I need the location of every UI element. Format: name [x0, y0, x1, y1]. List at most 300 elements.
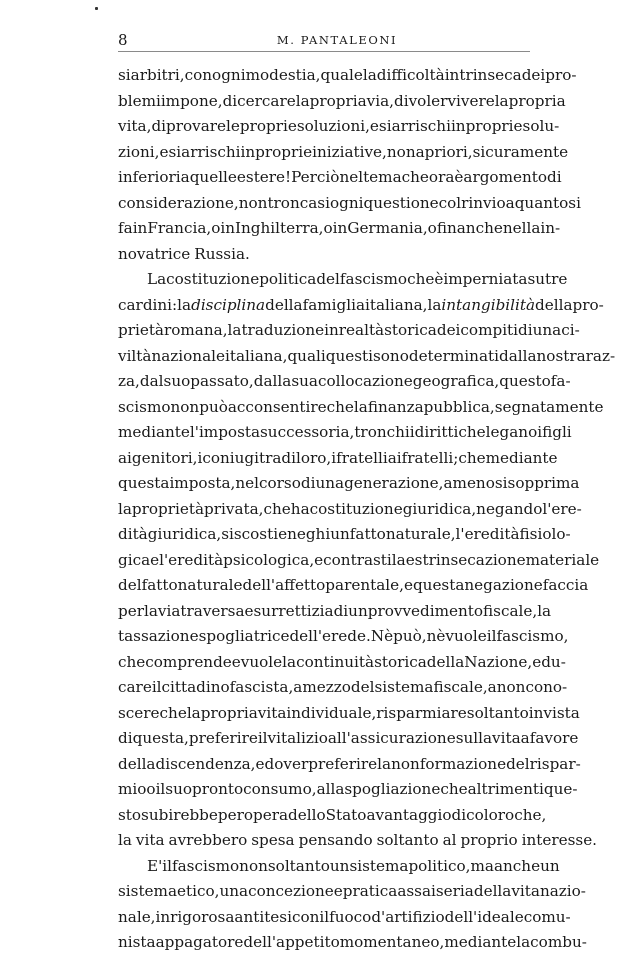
word: dei [521, 66, 546, 84]
word: il [151, 678, 162, 696]
word: spogliatrice [198, 627, 290, 645]
text-line [118, 114, 560, 140]
word: fascista, [229, 678, 294, 696]
word: proprietà [131, 499, 205, 518]
word: provvedimento [367, 601, 484, 620]
word: si [118, 66, 131, 84]
word: del [316, 270, 340, 288]
word: per [118, 601, 144, 620]
word: naturale [177, 576, 243, 594]
word: que- [543, 780, 578, 798]
word: sistema [349, 856, 409, 875]
word: spesa [251, 831, 295, 849]
word: Nè [370, 627, 394, 645]
word: fatto [349, 525, 386, 543]
word: fiscale, [483, 601, 538, 620]
word: che [118, 652, 146, 671]
text-line [118, 242, 530, 268]
word: vita [492, 729, 521, 747]
word: cercare [237, 91, 296, 110]
word: non [496, 678, 526, 696]
word: geografica, [412, 372, 500, 390]
word: questo [499, 372, 551, 390]
word: collocazione [317, 372, 413, 390]
word: fiscale, [433, 678, 488, 696]
word: nostra [536, 346, 586, 365]
word: scere [118, 703, 160, 722]
text-line [118, 930, 587, 956]
word: soltanto [267, 856, 330, 875]
word: sua [291, 372, 318, 390]
word: col [438, 193, 462, 212]
word: traversa [180, 601, 245, 620]
word: priori, [424, 142, 473, 161]
word: voler [408, 91, 448, 110]
word: sono [372, 346, 409, 365]
text-line [118, 701, 580, 727]
word: un [329, 856, 350, 875]
word: a [366, 805, 376, 824]
text-line [118, 675, 568, 701]
scan-mark [95, 7, 98, 10]
word: opera [243, 805, 289, 824]
word: i [197, 448, 203, 467]
word: alla [316, 780, 345, 798]
word: una [315, 474, 345, 492]
word: surrettizia [253, 601, 334, 620]
word: fuoco [329, 907, 372, 926]
word: dal [139, 372, 164, 390]
word: di [394, 91, 409, 110]
word: che [458, 448, 486, 467]
word: vita [135, 831, 165, 849]
word: sto [118, 805, 142, 824]
word: assai [397, 882, 436, 900]
word: un [348, 601, 368, 620]
word: quali [287, 346, 326, 365]
word: dello [288, 805, 326, 824]
word: in [220, 219, 236, 237]
word: su [527, 270, 546, 288]
word: tra [258, 448, 282, 467]
word: fascismo [339, 270, 408, 288]
word: Nazione, [464, 652, 533, 671]
word: nel [339, 168, 364, 186]
word: novatrice [118, 244, 191, 263]
word: propria [200, 703, 258, 722]
word: il [162, 856, 172, 875]
text-line [118, 599, 552, 625]
word: Russia. [194, 244, 250, 263]
word: pensando [298, 831, 373, 849]
word: storica [374, 652, 427, 671]
word: del [350, 678, 375, 696]
text-line [118, 318, 580, 344]
text-line [118, 497, 582, 523]
word: che [440, 780, 468, 798]
word: zioni, [118, 142, 160, 161]
word: dell'ideale [444, 907, 524, 926]
word: etico, [177, 882, 220, 900]
word: in- [540, 219, 561, 237]
word: la [353, 397, 368, 416]
word: mediante [444, 933, 517, 951]
word: care [118, 678, 152, 696]
word: dover [264, 754, 309, 773]
word: del [118, 576, 142, 594]
word: italiana, [224, 346, 288, 365]
text-line [118, 777, 578, 803]
word: suo [163, 372, 191, 390]
word: in [132, 219, 148, 237]
word: spogliazione [344, 780, 441, 798]
word: un [330, 525, 350, 543]
word: giuridica, [402, 499, 477, 518]
word: ogni [329, 193, 364, 212]
word: in [240, 142, 256, 161]
word: di [547, 168, 562, 186]
word: vista [543, 703, 580, 722]
word: non [238, 193, 268, 212]
word: preferire [188, 729, 258, 747]
word: negando [476, 499, 543, 518]
word: tema [363, 168, 402, 186]
word: della [265, 295, 303, 314]
text-line [118, 446, 558, 472]
word: Francia, [147, 219, 212, 237]
word: legano [485, 423, 538, 441]
word: proprie [255, 142, 313, 161]
word: a [415, 142, 425, 161]
word: questi [325, 346, 373, 365]
word: i [537, 423, 543, 441]
word: questa, [132, 729, 189, 747]
word: che [458, 423, 486, 441]
word: l'ere- [542, 499, 582, 518]
word: la [516, 933, 531, 951]
word: famiglia [302, 295, 366, 314]
word: in [528, 703, 544, 722]
word: proprie [465, 117, 523, 135]
word: vantaggio [375, 805, 452, 824]
word: può [199, 397, 228, 416]
word: privata, [204, 499, 264, 518]
word: o [427, 219, 437, 237]
word: realtà [338, 321, 385, 339]
word: romana, [164, 321, 228, 339]
word: la [186, 703, 201, 722]
word: non [239, 856, 268, 875]
word: seria [435, 882, 474, 900]
word: interesse. [521, 831, 598, 849]
word: fisiolo- [519, 525, 571, 543]
word: faccia [542, 576, 589, 594]
word: loro, [296, 448, 332, 467]
word: nazionale [151, 346, 225, 365]
word: non [386, 142, 416, 161]
word: sulla [455, 729, 493, 747]
page-number: 8 [118, 31, 128, 49]
word: risparmiare [376, 703, 467, 722]
word: della [426, 652, 465, 671]
word: mio [118, 780, 147, 798]
word: fratelli [336, 448, 388, 467]
word: non [391, 754, 420, 773]
word: formazione [419, 754, 507, 773]
text-line [118, 395, 604, 421]
word: : [172, 295, 178, 314]
word: o [146, 780, 156, 798]
running-head: M. PANTALEONI [276, 33, 398, 47]
word: pronto [192, 780, 244, 798]
text-line [118, 420, 572, 446]
word: si [168, 142, 182, 161]
word: antitesi [234, 907, 292, 926]
word: Inghilterra, [235, 219, 324, 237]
word: giuridica, [147, 525, 222, 543]
word: tronchi [354, 423, 410, 441]
word: vita [511, 882, 540, 900]
text-line [118, 165, 562, 191]
word: materiale [525, 550, 600, 569]
word: coniugi [202, 448, 259, 467]
word: la [377, 754, 392, 773]
word: della [535, 295, 573, 314]
word: passato, [190, 372, 254, 390]
word: politica [259, 270, 317, 288]
word: ogni [212, 66, 246, 84]
word: la [118, 499, 132, 518]
word: iniziative, [312, 142, 387, 161]
word: italiana, [365, 295, 428, 314]
word: arbitri, [130, 66, 185, 84]
word: quale [320, 66, 363, 84]
word: via [157, 601, 181, 620]
word: quelle [189, 168, 237, 186]
word: la [282, 652, 297, 671]
word: troncasi [267, 193, 330, 212]
word: discendenza, [155, 754, 256, 773]
word: acconsentire [227, 397, 327, 416]
word: di [151, 117, 167, 135]
word: la [537, 601, 552, 620]
word: za, [118, 372, 140, 390]
word: modestia, [245, 66, 321, 84]
word: la [177, 295, 192, 314]
word: ci- [561, 321, 580, 339]
word: la [295, 91, 310, 110]
word: ha [290, 499, 310, 518]
word: coloro [466, 805, 515, 824]
word: impone, [160, 91, 223, 110]
word: che [407, 270, 435, 288]
word: è [454, 168, 464, 186]
word: altrimenti [467, 780, 544, 798]
word: di [333, 601, 349, 620]
word: contrasti [323, 550, 392, 569]
word: pro- [572, 295, 604, 314]
word: nella [502, 219, 541, 237]
text-line [118, 293, 604, 319]
word: arrischi [181, 142, 241, 161]
word: corso [259, 474, 301, 492]
word: il [319, 907, 330, 926]
word: la [362, 66, 377, 84]
word: si [568, 193, 581, 212]
word: rispar- [529, 754, 581, 773]
word: questa [412, 576, 465, 594]
word: vitalizio [267, 729, 328, 747]
word: costituzione [309, 499, 403, 518]
word: solu- [522, 117, 560, 135]
text-line [118, 854, 560, 880]
word: il [486, 627, 497, 645]
word: cono- [525, 678, 568, 696]
word: Perciò [291, 168, 340, 186]
word: e [231, 652, 241, 671]
word: tassazione [118, 627, 199, 645]
word: la [391, 550, 406, 569]
word: ora [428, 168, 455, 186]
text-line [118, 89, 566, 115]
word: questione [363, 193, 439, 212]
header-rule [118, 51, 530, 52]
word: questa [118, 474, 170, 492]
text-line [118, 471, 580, 497]
word: segnatamente [494, 397, 604, 416]
word: l'eredità [455, 525, 520, 543]
word: che [326, 397, 354, 416]
word: anche [493, 856, 541, 875]
word: comu- [523, 907, 571, 926]
word: e [369, 117, 379, 135]
word: fascismo [171, 856, 240, 875]
word: pratica [342, 882, 398, 900]
word: il [155, 780, 166, 798]
word: consumo, [243, 780, 317, 798]
word: ma [470, 856, 494, 875]
word: e [333, 882, 343, 900]
word: vita [257, 703, 287, 722]
word: di [222, 91, 238, 110]
word: propria [508, 91, 566, 110]
word: d'artifizio [371, 907, 445, 926]
word: considerazione, [118, 193, 239, 212]
word: si [221, 525, 234, 543]
word: finanza [367, 397, 424, 416]
word: si [494, 474, 508, 492]
word: pubblica, [423, 397, 495, 416]
word: mediante [118, 423, 190, 441]
text-line [118, 548, 600, 574]
text-line [118, 191, 581, 217]
word: la [427, 295, 442, 314]
word: disciplina [191, 295, 266, 314]
word: intrinseca [444, 66, 522, 84]
word: al [442, 831, 457, 849]
word: rinvio [461, 193, 506, 212]
word: blemi [118, 91, 161, 110]
word: soltanto [376, 831, 439, 849]
word: compiti [460, 321, 519, 339]
word: e [314, 550, 324, 569]
word: in [332, 219, 348, 237]
word: estere! [236, 168, 292, 186]
word: che [263, 499, 291, 518]
word: ai [387, 448, 402, 467]
text-line [118, 752, 581, 778]
word: e [278, 525, 288, 543]
text-line [118, 879, 586, 905]
word: ai [118, 448, 132, 467]
word: di [300, 474, 316, 492]
word: suo [165, 780, 193, 798]
word: viltà [118, 346, 152, 365]
word: dell'appetito [243, 933, 340, 951]
word: proprie [239, 117, 297, 135]
word: il [257, 729, 268, 747]
word: fatto [141, 576, 178, 594]
word: l'imposta [189, 423, 261, 441]
word: figli [542, 423, 572, 441]
word: naturale, [385, 525, 456, 543]
word: e [403, 576, 413, 594]
word: fa [118, 219, 133, 237]
word: imposta, [169, 474, 236, 492]
word: non [170, 397, 200, 416]
word: E' [147, 856, 163, 875]
word: che [401, 168, 429, 186]
word: in [324, 321, 339, 339]
word: dità [118, 525, 148, 543]
word: negazione [464, 576, 543, 594]
word: la [227, 321, 242, 339]
word: momentaneo, [339, 933, 445, 951]
word: una [219, 882, 249, 900]
word: con [291, 907, 320, 926]
word: in [450, 117, 466, 135]
word: dell'affetto [242, 576, 326, 594]
text-line [118, 63, 577, 89]
word: i [331, 448, 337, 467]
word: di [518, 321, 533, 339]
word: può, [393, 627, 427, 645]
word: di [451, 805, 467, 824]
word: genitori, [131, 448, 198, 467]
word: via, [366, 91, 394, 110]
text-line [118, 369, 571, 395]
word: vita, [118, 117, 152, 135]
word: concezione [248, 882, 334, 900]
text-line [118, 573, 589, 599]
word: intangibilità [441, 295, 536, 314]
word: nel [235, 474, 259, 492]
word: e [159, 142, 169, 161]
word: provare [166, 117, 227, 135]
word: comprende [145, 652, 232, 671]
word: diritti [414, 423, 459, 441]
word: del [506, 754, 530, 773]
word: Germania, [347, 219, 428, 237]
word: a [180, 168, 190, 186]
word: e [150, 550, 160, 569]
text-line [118, 624, 569, 650]
word: vuole [240, 652, 283, 671]
word: generazione, [344, 474, 444, 492]
text-line [118, 522, 571, 548]
word: cardini [118, 295, 173, 314]
text-line [118, 267, 568, 293]
